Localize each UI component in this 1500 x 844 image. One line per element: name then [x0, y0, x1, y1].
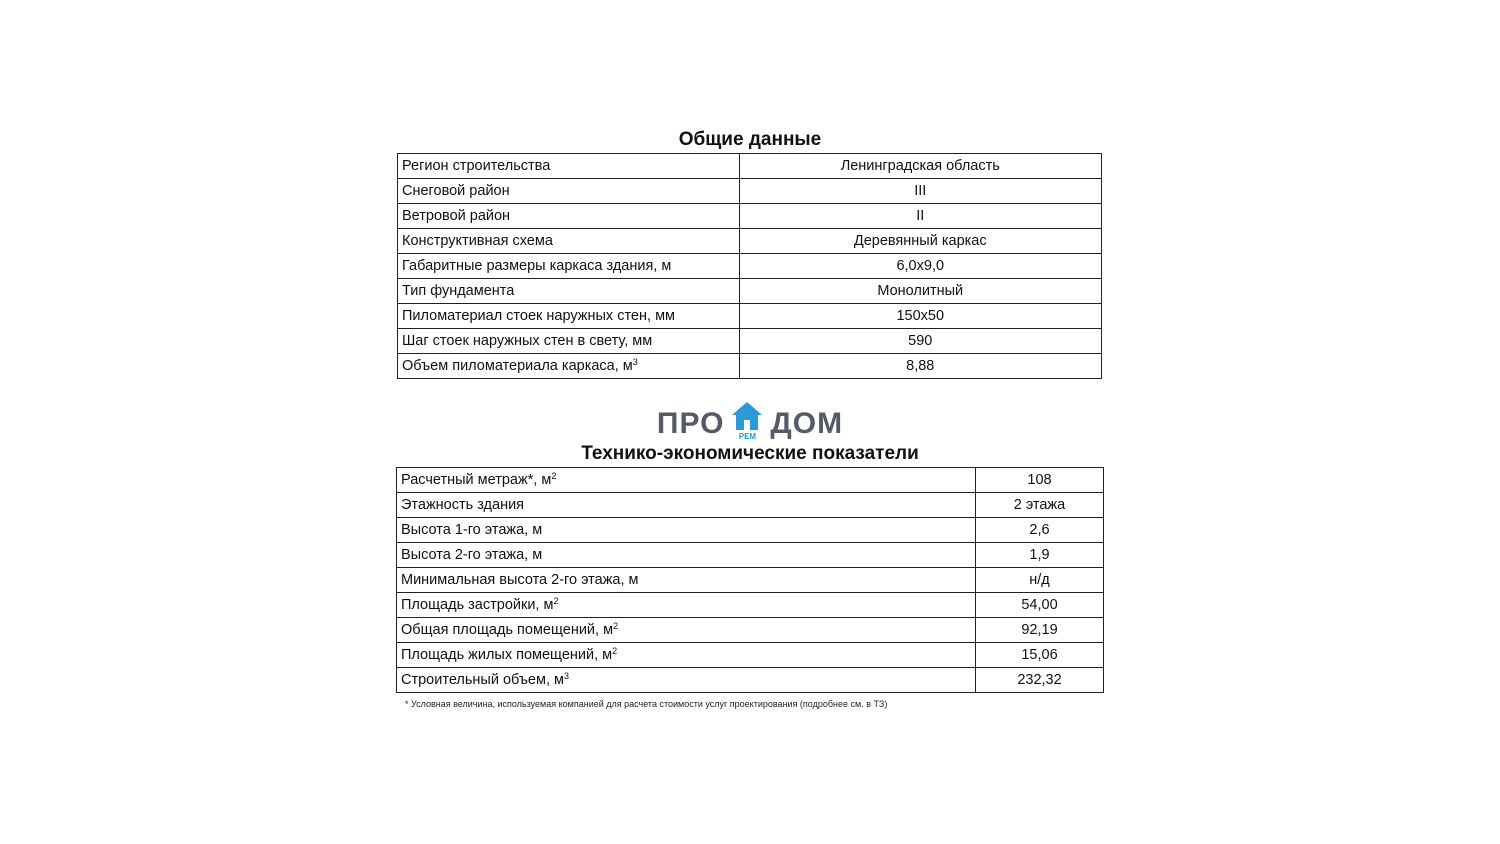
- table-row: [397, 643, 1104, 668]
- row-label-text: Объем пиломатериала каркаса, м: [402, 358, 633, 374]
- row-value: 590: [739, 329, 1101, 354]
- table-row: [398, 254, 1102, 279]
- table-row: [398, 179, 1102, 204]
- row-label: [397, 593, 976, 618]
- row-label: [398, 204, 740, 229]
- logo-text-left: ПРО: [656, 407, 725, 440]
- row-value: н/д: [976, 568, 1104, 593]
- row-label: [397, 668, 976, 693]
- row-label: [397, 618, 976, 643]
- row-value: 15,06: [976, 643, 1104, 668]
- row-label-text: Высота 1-го этажа, м: [401, 522, 543, 538]
- row-label-text: Снеговой район: [402, 183, 510, 199]
- unit-exponent: 2: [613, 621, 619, 631]
- row-value: 6,0х9,0: [739, 254, 1101, 279]
- tech-indicators-title: Технико-экономические показатели: [581, 443, 919, 464]
- row-label: [397, 543, 976, 568]
- house-icon: [730, 401, 764, 441]
- logo-text-right: ДОМ: [770, 407, 844, 440]
- tech-indicators-table: [396, 467, 1104, 693]
- row-value: III: [739, 179, 1101, 204]
- table-row: [397, 493, 1104, 518]
- row-label-text: Пиломатериал стоек наружных стен, мм: [402, 308, 676, 324]
- row-label: [398, 179, 740, 204]
- row-value: 2 этажа: [976, 493, 1104, 518]
- table-row: [398, 154, 1102, 179]
- row-label-text: Общая площадь помещений, м: [401, 622, 614, 638]
- table-row: [397, 543, 1104, 568]
- row-label-text: Регион строительства: [402, 158, 551, 174]
- row-label: [397, 568, 976, 593]
- table-row: [398, 354, 1102, 379]
- row-label-text: Ветровой район: [402, 208, 511, 224]
- table-row: [398, 329, 1102, 354]
- unit-exponent: 3: [632, 357, 638, 367]
- row-label: [398, 279, 740, 304]
- row-value: 8,88: [739, 354, 1101, 379]
- table-row: [398, 304, 1102, 329]
- row-label-text: Шаг стоек наружных стен в свету, мм: [402, 333, 653, 349]
- table-row: [397, 593, 1104, 618]
- logo: [0, 401, 1500, 441]
- row-value: 2,6: [976, 518, 1104, 543]
- row-value: 54,00: [976, 593, 1104, 618]
- unit-exponent: 2: [612, 646, 618, 656]
- row-value: Ленинградская область: [739, 154, 1101, 179]
- row-label-text: Габаритные размеры каркаса здания, м: [402, 258, 672, 274]
- general-data-table: [397, 153, 1102, 379]
- row-value: 92,19: [976, 618, 1104, 643]
- table-row: [398, 279, 1102, 304]
- unit-exponent: 3: [563, 671, 569, 681]
- row-label-text: Расчетный метраж*, м: [401, 472, 552, 488]
- row-label-text: Площадь жилых помещений, м: [401, 647, 613, 663]
- row-value: Деревянный каркас: [739, 229, 1101, 254]
- table-row: [397, 568, 1104, 593]
- row-label: [397, 643, 976, 668]
- row-label: [397, 493, 976, 518]
- table-row: [397, 518, 1104, 543]
- row-label: [398, 229, 740, 254]
- row-label: [398, 354, 740, 379]
- row-value: 232,32: [976, 668, 1104, 693]
- row-label: [398, 304, 740, 329]
- table-row: [398, 229, 1102, 254]
- row-value: Монолитный: [739, 279, 1101, 304]
- logo-subtext: РЕМ: [738, 432, 757, 441]
- row-label-text: Тип фундамента: [402, 283, 515, 299]
- unit-exponent: 2: [553, 596, 559, 606]
- table-row: [398, 204, 1102, 229]
- row-label-text: Этажность здания: [401, 497, 525, 513]
- table-row: [397, 668, 1104, 693]
- row-label: [397, 518, 976, 543]
- table-row: [397, 618, 1104, 643]
- row-value: 108: [976, 468, 1104, 493]
- row-label-text: Строительный объем, м: [401, 672, 564, 688]
- table-row: [397, 468, 1104, 493]
- row-label: [398, 154, 740, 179]
- row-label-text: Высота 2-го этажа, м: [401, 547, 543, 563]
- general-data-title: Общие данные: [678, 129, 822, 150]
- row-label: [398, 329, 740, 354]
- footnote: * Условная величина, используемая компанией для расчета стоимости услуг проектирования (подробнее см. в ТЗ): [405, 699, 888, 709]
- row-label-text: Конструктивная схема: [402, 233, 553, 249]
- row-label-text: Площадь застройки, м: [401, 597, 554, 613]
- row-label-text: Минимальная высота 2-го этажа, м: [401, 572, 639, 588]
- row-label: [397, 468, 976, 493]
- row-label: [398, 254, 740, 279]
- row-value: 1,9: [976, 543, 1104, 568]
- row-value: II: [739, 204, 1101, 229]
- row-value: 150х50: [739, 304, 1101, 329]
- unit-exponent: 2: [551, 471, 557, 481]
